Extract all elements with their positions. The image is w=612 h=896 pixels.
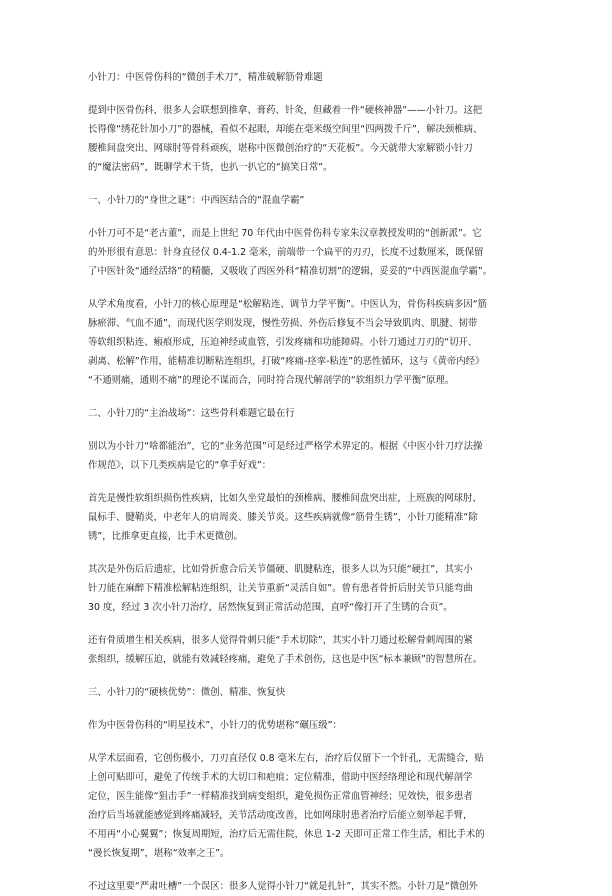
text-line: 定位，医生能像“狙击手”一样精准找到病变组织，避免损伤正常血管神经；见效快，很多患者 [88,791,473,802]
text-line: “漫长恢复期”，堪称“效率之王”。 [88,848,230,859]
text-line: 治疗后当场就能感觉到疼痛减轻，关节活动度改善，比如网球肘患者治疗后能立刻举起手臂， [88,810,473,821]
paragraph [88,877,524,896]
text-line: 首先是慢性软组织损伤性疾病，比如久坐党最怕的颈椎病、腰椎间盘突出症，上班族的网球肘、 [88,493,482,504]
paragraph [88,716,524,735]
paragraph [88,749,524,863]
paragraph-gap [88,210,524,224]
document-title: 小针刀：中医骨伤科的“微创手术刀”，精准破解筋骨难题 [88,72,323,83]
text-line: 腰椎间盘突出、网球肘等骨科顽疾，堪称中医微创治疗的“天花板”。今天就带大家解锁小针刀 [88,143,473,154]
text-line: 锈”，比推拿更直接，比手术更微创。 [88,531,243,542]
text-line: 其次是外伤后后遗症，比如骨折愈合后关节僵硬、肌腱粘连，很多人以为只能“硬扛”，其实小 [88,564,473,575]
heading-line: 三、小针刀的“硬核优势”：微创、精准、恢复快 [88,687,286,698]
text-line: 张组织，缓解压迫，就能有效减轻疼痛，避免了手术创伤，这也是中医“标本兼顾”的智慧所在。 [88,654,483,665]
paragraph-gap [88,177,524,191]
paragraph [88,560,524,617]
text-line: 30 度，经过 3 次小针刀治疗，居然恢复到正常活动范围，直呼“像打开了生锈的合页”。 [88,602,453,613]
text-line: “不通则痛，通则不痛”的理论不谋而合，同时符合现代解剖学的“软组织力学平衡”原理。 [88,375,455,386]
paragraph-gap [88,735,524,749]
paragraph [88,295,524,390]
paragraph-gap [88,87,524,101]
paragraph [88,489,524,546]
text-line: 作为中医骨伤科的“明星技术”，小针刀的优势堪称“碾压级”： [88,720,342,731]
paragraph-gap [88,617,524,631]
paragraph [88,101,524,177]
section-heading [88,404,524,423]
text-line: 脉瘀滞、气血不通”，而现代医学则发现，慢性劳损、外伤后修复不当会导致肌肉、肌腱、韧带 [88,318,478,329]
paragraph-gap [88,390,524,404]
paragraph [88,437,524,475]
paragraph [88,631,524,669]
paragraph-gap [88,546,524,560]
text-line: 还有骨质增生相关疾病，很多人觉得骨刺只能“手术切除”，其实小针刀通过松解骨刺周围的紧 [88,635,473,646]
text-line: 了中医针灸“通经活络”的精髓，又吸收了西医外科“精准切割”的逻辑，妥妥的“中西医混血学霸”。 [88,266,493,277]
paragraph-gap [88,669,524,683]
text-line: 鼠标手、腱鞘炎，中老年人的肩周炎、膝关节炎。这些疾病就像“筋骨生锈”，小针刀能精准“除 [88,512,478,523]
text-line: 不过这里要“严肃吐槽”一个误区：很多人觉得小针刀“就是扎针”，其实不然。小针刀是“微创外 [88,881,478,892]
paragraph-gap [88,475,524,489]
text-line: 作规范》，以下几类疾病是它的“拿手好戏”： [88,460,272,471]
section-heading [88,191,524,210]
text-line: 针刀能在麻醉下精准松解粘连组织，让关节重新“灵活自如”。曾有患者骨折后肘关节只能弯曲 [88,583,473,594]
text-line: 的“魔法密码”，既聊学术干货，也扒一扒它的“搞笑日常”。 [88,162,333,173]
text-line: 提到中医骨伤科，很多人会联想到推拿、膏药、针灸，但藏着一件“硬核神器”——小针刀。这把 [88,105,483,116]
heading-line: 一、小针刀的“身世之谜”：中西医结合的“混血学霸” [88,195,305,206]
paragraph-gap [88,863,524,877]
paragraph-gap [88,281,524,295]
document-page [88,68,524,896]
document-body [88,101,524,896]
text-line: 不用再“小心翼翼”；恢复周期短，治疗后无需住院，休息 1-2 天即可正常工作生活，相比手术的 [88,829,485,840]
text-line: 小针刀可不是“老古董”，而是上世纪 70 年代由中医骨伤科专家朱汉章教授发明的“创新派”。它 [88,228,482,239]
text-line: 从学术角度看，小针刀的核心原理是“松解粘连、调节力学平衡”。中医认为，骨伤科疾病多因“筋 [88,299,487,310]
text-line: 等软组织粘连、瘢痕形成，压迫神经或血管，引发疼痛和功能障碍。小针刀通过刀刃的“切开、 [88,337,478,348]
text-line: 别以为小针刀“啥都能治”，它的“业务范围”可是经过严格学术界定的。根据《中医小针刀疗法操 [88,441,483,452]
text-line: 的外形很有意思：针身直径仅 0.4-1.2 毫米，前端带一个扁平的刃刃，长度不过数厘米，既保留 [88,247,484,258]
text-line: 长得像“绣花针加小刀”的器械，看似不起眼，却能在毫米级空间里“四两拨千斤”，解决颈椎病、 [88,124,483,135]
text-line: 从学术层面看，它创伤极小，刀刃直径仅 0.8 毫米左右，治疗后仅留下一个针孔，无需缝合，贴 [88,753,484,764]
text-line: 上创可贴即可，避免了传统手术的大切口和疤痕；定位精准，借助中医经络理论和现代解剖学 [88,772,473,783]
section-heading [88,683,524,702]
paragraph [88,224,524,281]
paragraph-gap [88,702,524,716]
text-line: 剥离、松解”作用，能精准切断粘连组织，打破“疼痛-痉挛-粘连”的恶性循环，这与《黄帝内经》 [88,356,485,367]
paragraph-gap [88,423,524,437]
heading-line: 二、小针刀的“主治战场”：这些骨科难题它最在行 [88,408,295,419]
